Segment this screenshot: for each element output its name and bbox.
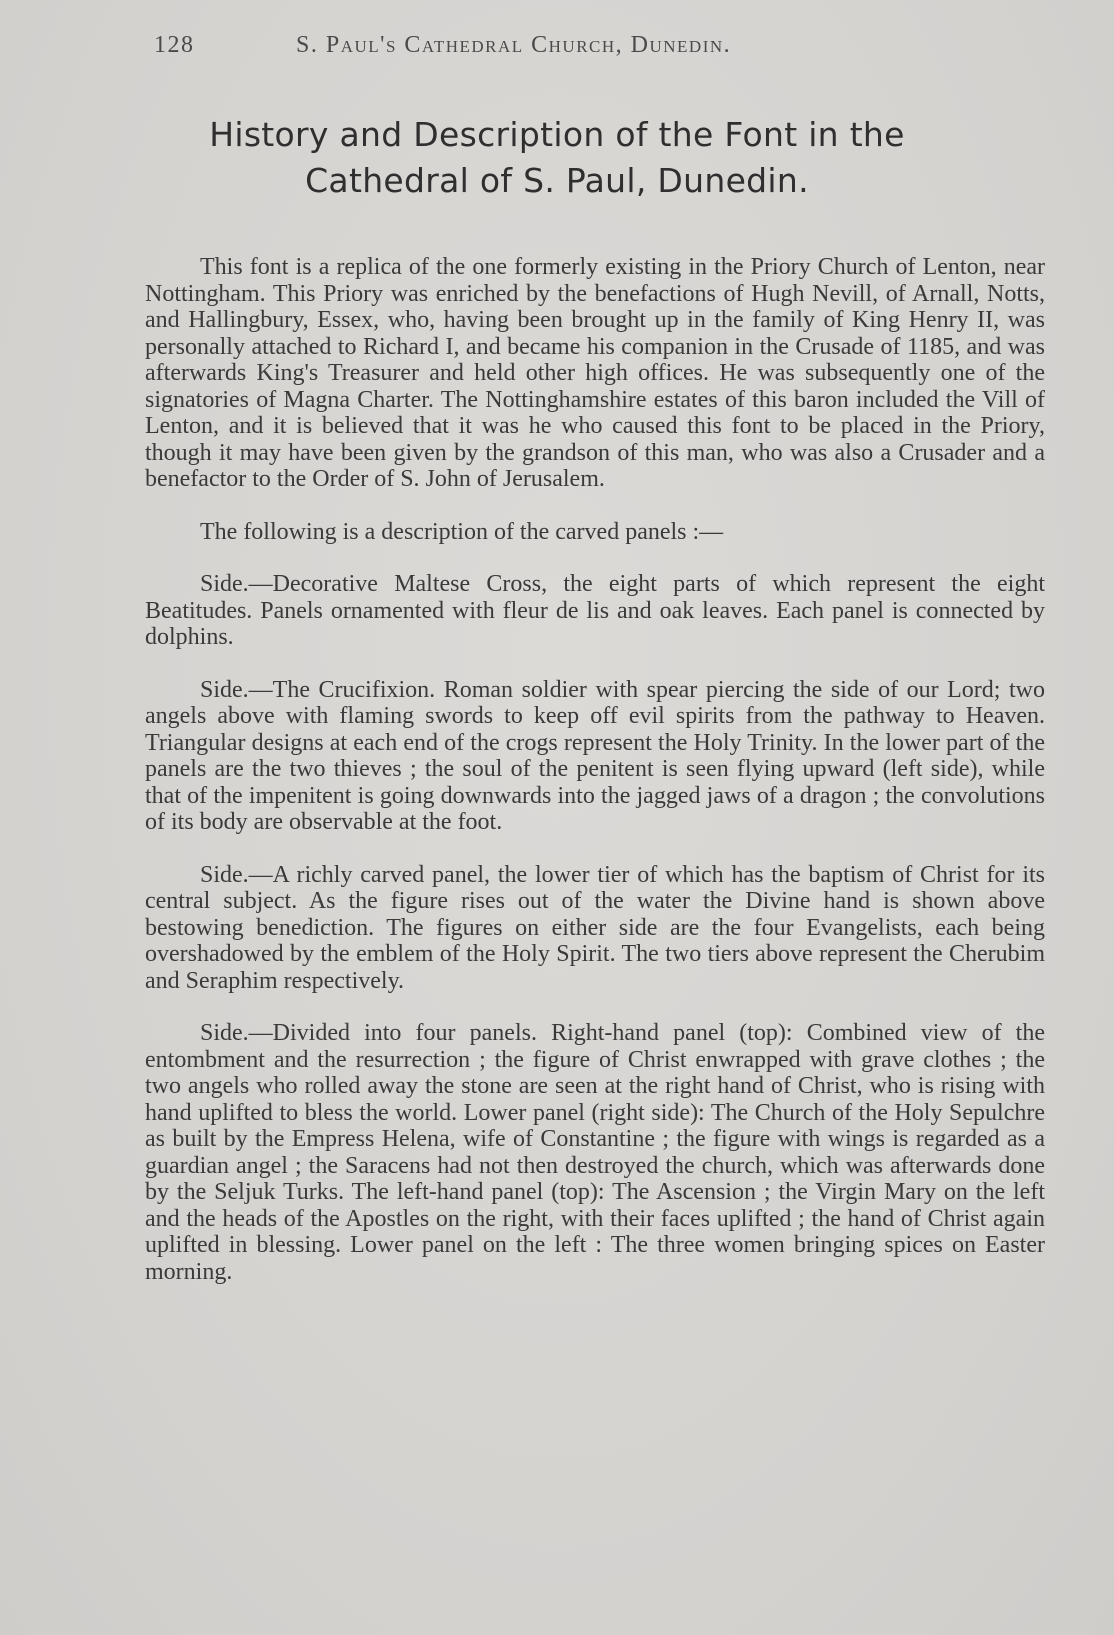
- title-line-1: History and Description of the Font in the: [209, 115, 905, 154]
- page-number: 128: [154, 32, 195, 58]
- side-paragraph-1: Side.—Decorative Maltese Cross, the eight parts of which represent the eight Beatitudes. Panels ornamented with fleur de lis and oak leaves. Each panel is connected by dolphins.: [145, 571, 1045, 650]
- side-paragraph-3: Side.—A richly carved panel, the lower tier of which has the baptism of Christ for its central subject. As the figure rises out of the water the Divine hand is shown above bestowing benediction. The figures on either side are the four Evangelists, each being overshadowed by the emblem of the Holy Spirit. The two tiers above represent the Cherubim and Seraphim respectively.: [145, 861, 1045, 994]
- running-title: S. Paul's Cathedral Church, Dunedin.: [296, 32, 732, 58]
- article-body: [145, 254, 1045, 1311]
- title-line-2: Cathedral of S. Paul, Dunedin.: [305, 161, 809, 200]
- panels-lead-paragraph: The following is a description of the carved panels :—: [200, 518, 724, 545]
- intro-paragraph: This font is a replica of the one formerly existing in the Priory Church of Lenton, near Nottingham. This Priory was enriched by the benefactions of Hugh Nevill, of Arnall, Notts, and Hallingbury, Essex, who, having been brought up in the family of King Henry II, was personally attached to Richard I, and became his companion in the Crusade of 1185, and was afterwards King's Treasurer and held other high offices. He was subsequently one of the signatories of Magna Charter. The Nottinghamshire estates of this baron included the Vill of Lenton, and it is believed that it was he who caused this font to be placed in the Priory, though it may have been given by the grandson of this man, who was also a Crusader and a benefactor to the Order of S. John of Jerusalem.: [145, 254, 1045, 492]
- page-title: [0, 112, 1114, 204]
- side-paragraph-4: Side.—Divided into four panels. Right-hand panel (top): Combined view of the entombment and the resurrection ; the figure of Christ enwrapped with grave clothes ; the two angels who rolled away the stone are seen at the right hand of Christ, who is rising with hand uplifted to bless the world. Lower panel (right side): The Church of the Holy Sepulchre as built by the Empress Helena, wife of Constantine ; the figure with wings is regarded as a guardian angel ; the Saracens had not then destroyed the church, which was afterwards done by the Seljuk Turks. The left-hand panel (top): The Ascension ; the Virgin Mary on the left and the heads of the Apostles on the right, with their faces uplifted ; the hand of Christ again uplifted in blessing. Lower panel on the left : The three women bringing spices on Easter morning.: [145, 1020, 1045, 1285]
- side-paragraph-2: Side.—The Crucifixion. Roman soldier with spear piercing the side of our Lord; two angels above with flaming swords to keep off evil spirits from the pathway to Heaven. Triangular designs at each end of the crogs represent the Holy Trinity. In the lower part of the panels are the two thieves ; the soul of the penitent is seen flying upward (left side), while that of the impenitent is going downwards into the jagged jaws of a dragon ; the convolutions of its body are observable at the foot.: [145, 676, 1045, 835]
